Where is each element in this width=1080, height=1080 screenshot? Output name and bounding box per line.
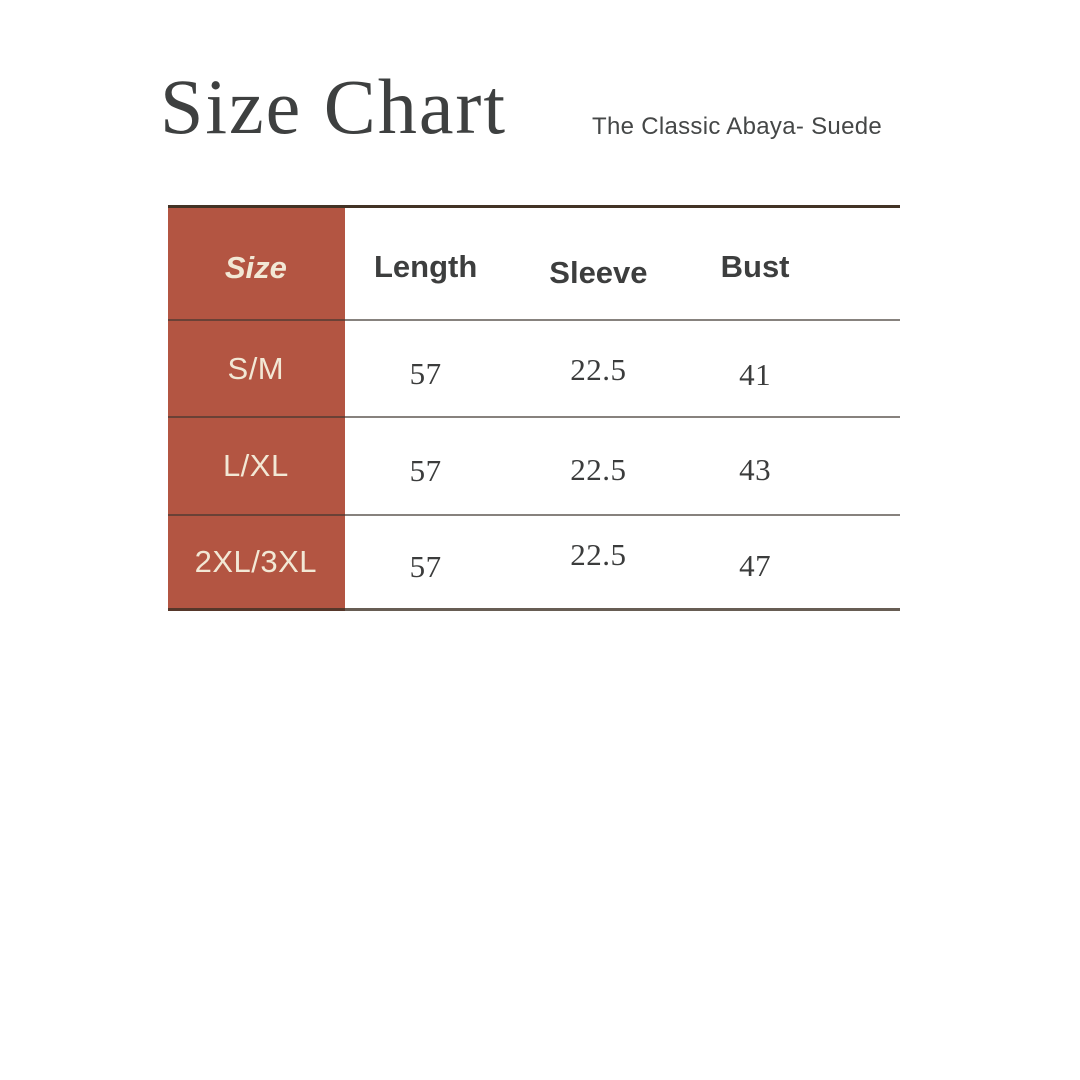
column-header-bust: Bust [720,248,790,284]
table-row-2xl3xl [168,516,900,611]
bust-cell: 41 [739,356,772,392]
length-cell: 57 [409,549,442,584]
column-header-sleeve: Sleeve [549,254,648,290]
column-header-length: Length [374,248,478,284]
product-subtitle: The Classic Abaya- Suede [592,113,883,140]
size-cell: S/M [227,350,285,386]
bust-cell: 43 [739,452,772,487]
page-title: Size Chart [160,63,508,150]
sleeve-cell: 22.5 [570,351,627,387]
size-cell: L/XL [222,448,289,483]
size-table [168,205,900,611]
table-row-sm [168,321,900,418]
sleeve-cell: 22.5 [570,537,627,572]
table-header-row [168,208,900,321]
size-cell: 2XL/3XL [194,544,318,579]
length-cell: 57 [409,355,442,391]
bust-cell: 47 [739,548,772,583]
column-header-size: Size [224,249,287,285]
table-row-lxl [168,418,900,516]
length-cell: 57 [409,453,442,488]
sleeve-cell: 22.5 [570,452,627,487]
